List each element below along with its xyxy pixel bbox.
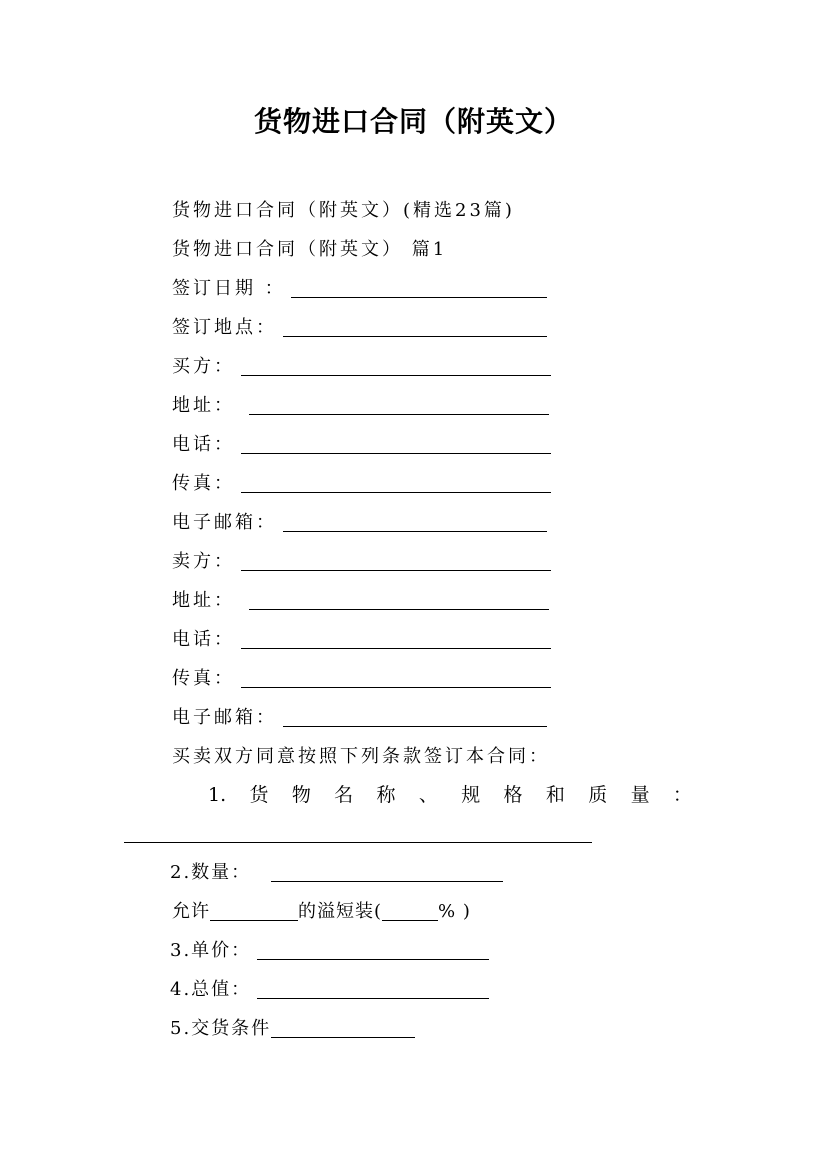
buyer-fax-row (172, 471, 551, 497)
document-title: 货物进口合同（附英文） (253, 105, 573, 138)
item2-quantity-row (170, 860, 503, 886)
item1-char: 物 (291, 784, 311, 806)
seller-field[interactable] (241, 551, 551, 571)
tolerance-prefix: 允许 (172, 901, 210, 922)
item2-label: 2.数量： (170, 862, 252, 883)
sign-place-label: 签订地点： (172, 317, 277, 338)
seller-row (172, 549, 551, 575)
item1-char: 和 (545, 784, 565, 806)
tolerance-suffix: % ) (438, 901, 471, 922)
seller-email-row (172, 705, 547, 731)
seller-fax-field[interactable] (241, 668, 551, 688)
buyer-email-row (172, 510, 547, 536)
seller-phone-row (172, 627, 551, 653)
item3-field[interactable] (257, 940, 489, 960)
agreement-text: 买卖双方同意按照下列条款签订本合同： (172, 746, 550, 767)
item4-total-value-row (170, 977, 489, 1003)
buyer-email-field[interactable] (283, 512, 547, 532)
item1-char: 规 (461, 784, 481, 806)
sign-date-field[interactable] (291, 278, 547, 298)
seller-fax-label: 传真： (172, 668, 235, 689)
buyer-fax-label: 传真： (172, 473, 235, 494)
buyer-phone-row (172, 432, 551, 458)
item4-field[interactable] (257, 979, 489, 999)
agreement-paragraph (172, 744, 550, 770)
tolerance-row (172, 899, 471, 925)
buyer-field[interactable] (241, 356, 551, 376)
subtitle-text: 货物进口合同（附英文）(精选23篇) (172, 200, 515, 221)
buyer-address-label: 地址： (172, 395, 235, 416)
buyer-row (172, 354, 551, 380)
item1-char: 称 (376, 784, 396, 806)
seller-address-label: 地址： (172, 590, 235, 611)
seller-address-row (172, 588, 549, 614)
item1-char: 名 (334, 784, 354, 806)
buyer-phone-field[interactable] (241, 434, 551, 454)
item1-field[interactable] (124, 842, 592, 843)
seller-phone-field[interactable] (241, 629, 551, 649)
item1-char: 货 (249, 784, 269, 806)
part-heading (172, 237, 447, 263)
sign-date-label: 签订日期 ： (172, 278, 286, 299)
item5-delivery-terms-row (170, 1016, 415, 1042)
seller-address-field[interactable] (249, 590, 549, 610)
sign-place-field[interactable] (283, 317, 547, 337)
tolerance-middle: 的溢短装( (298, 901, 383, 922)
seller-fax-row (172, 666, 551, 692)
buyer-fax-field[interactable] (241, 473, 551, 493)
part-heading-text: 货物进口合同（附英文） 篇1 (172, 239, 448, 260)
tolerance-percent-field[interactable] (382, 901, 438, 921)
item1-char: ： (672, 784, 692, 806)
item1-goods-name-spec-quality (208, 782, 692, 808)
seller-email-field[interactable] (283, 707, 547, 727)
buyer-email-label: 电子邮箱： (172, 512, 277, 533)
sign-place-row (172, 315, 547, 341)
item2-field[interactable] (271, 862, 503, 882)
seller-label: 卖方： (172, 551, 235, 572)
buyer-phone-label: 电话： (172, 434, 235, 455)
seller-phone-label: 电话： (172, 629, 235, 650)
tolerance-field[interactable] (210, 901, 298, 921)
buyer-label: 买方： (172, 356, 235, 377)
item3-unit-price-row (170, 938, 489, 964)
sign-date-row (172, 276, 547, 302)
item5-field[interactable] (271, 1018, 415, 1038)
document-subtitle (172, 198, 515, 224)
item5-label: 5.交货条件 (170, 1018, 272, 1039)
item4-label: 4.总值： (170, 979, 252, 1000)
buyer-address-field[interactable] (249, 395, 549, 415)
item3-label: 3.单价： (170, 940, 252, 961)
buyer-address-row (172, 393, 549, 419)
item1-char: 质 (588, 784, 608, 806)
item1-char: 1. (208, 784, 227, 806)
item1-char: 格 (503, 784, 523, 806)
item1-char: 、 (418, 784, 438, 806)
item1-char: 量 (630, 784, 650, 806)
seller-email-label: 电子邮箱： (172, 707, 277, 728)
